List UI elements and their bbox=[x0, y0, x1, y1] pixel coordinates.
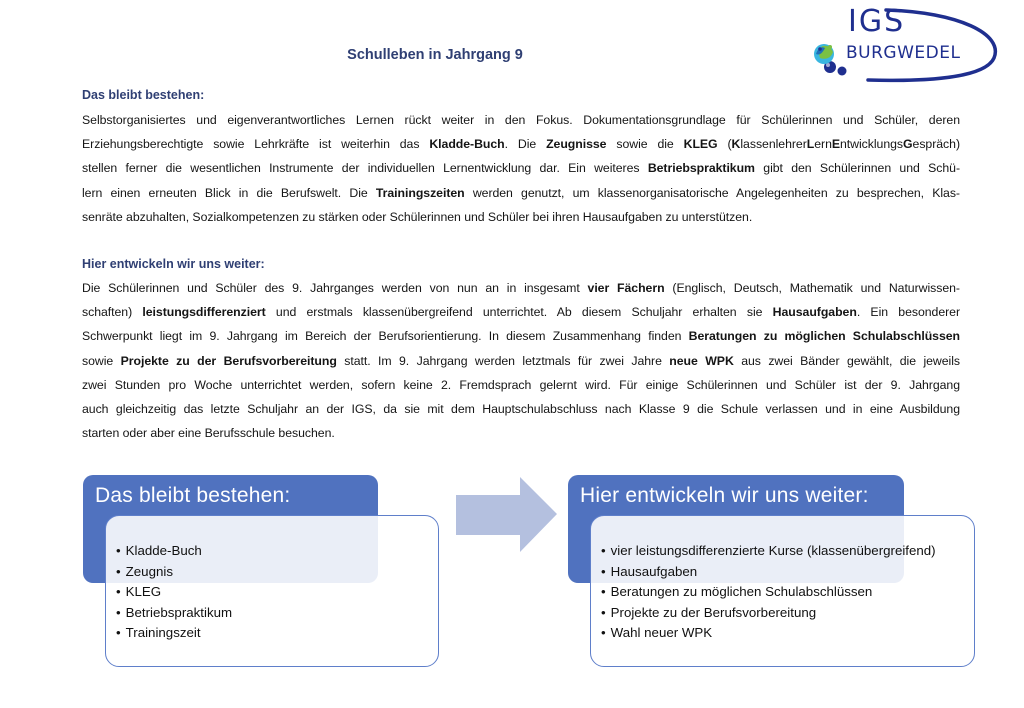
text-run: Die Schülerinnen und Schüler des 9. Jahrganges werden von nun an in insgesamt bbox=[82, 281, 588, 295]
bold-term: Hausaufgaben bbox=[772, 305, 857, 320]
right-arrow-icon bbox=[456, 477, 558, 552]
section-heading: Hier entwickeln wir uns weiter: bbox=[82, 257, 265, 271]
bold-term: KLEG bbox=[683, 137, 718, 152]
text-run: auch gleichzeitig das letzte Schuljahr an der IGS, da sie mit dem Hauptschulabschluss nach Klasse 9 die Schule verlassen und in eine Ausbildung bbox=[82, 402, 960, 417]
paragraph-line bbox=[82, 181, 960, 205]
section-develop bbox=[82, 255, 960, 445]
list-item: • Zeugnis bbox=[116, 562, 430, 583]
paragraph-line bbox=[82, 156, 960, 180]
bold-term: L bbox=[806, 137, 815, 152]
section-paragraph bbox=[82, 276, 960, 445]
page-title: Schulleben in Jahrgang 9 bbox=[347, 47, 523, 63]
text-run: Selbstorganisiertes und eigenverantwortliches Lernen rückt weiter in den Fokus. Dokumentationsgrundlage für Schülerinnen und Schüler, deren bbox=[82, 113, 960, 127]
paragraph-line bbox=[82, 349, 960, 373]
text-run: starten oder aber eine Berufsschule besuchen. bbox=[82, 426, 335, 441]
paragraph-line bbox=[82, 397, 960, 421]
text-run: aus zwei Bänder gewählt, die jeweils bbox=[733, 353, 961, 368]
diagram-left-title: Das bleibt bestehen: bbox=[95, 484, 291, 507]
bold-term: G bbox=[903, 137, 913, 152]
text-run: senräte abzuhalten, Sozialkompetenzen zu stärken oder Schülerinnen und Schüler bei ihren Hausaufgaben zu unterstützen. bbox=[82, 209, 753, 224]
text-run: . Ein besonderer bbox=[856, 305, 961, 320]
section-remains bbox=[82, 86, 960, 229]
text-run: schaften) bbox=[82, 305, 143, 320]
bold-term: vier Fächern bbox=[587, 281, 665, 295]
logo-text-burgwedel: BURGWEDEL bbox=[846, 43, 961, 63]
list-item: • Kladde-Buch bbox=[116, 541, 430, 562]
paragraph-line bbox=[82, 205, 960, 229]
diagram-right-title: Hier entwickeln wir uns weiter: bbox=[580, 484, 869, 507]
text-run: sowie die bbox=[606, 137, 684, 152]
paragraph-line bbox=[82, 373, 960, 397]
list-item: • Wahl neuer WPK bbox=[601, 623, 966, 644]
list-item: • Hausaufgaben bbox=[601, 562, 966, 583]
text-run: lassenlehrer bbox=[740, 137, 807, 152]
text-run: statt. Im 9. Jahrgang werden letztmals für zwei Jahre bbox=[336, 353, 670, 368]
list-item: • Betriebspraktikum bbox=[116, 603, 430, 624]
paragraph-line bbox=[82, 276, 960, 300]
text-run: ( bbox=[717, 137, 732, 152]
bold-term: Trainingszeiten bbox=[375, 185, 465, 200]
text-run: espräch) bbox=[912, 137, 960, 152]
text-run: Erziehungsberechtigte sowie Lehrkräfte ist weiterhin das bbox=[82, 137, 430, 152]
paragraph-line bbox=[82, 324, 960, 348]
bold-term: E bbox=[831, 137, 841, 152]
list-item: • KLEG bbox=[116, 582, 430, 603]
bold-term: Beratungen zu möglichen Schulabschlüssen bbox=[688, 329, 960, 344]
bold-term: Kladde-Buch bbox=[429, 137, 505, 152]
text-run: werden genutzt, um klassenorganisatorische Angelegenheiten zu besprechen, Klas- bbox=[464, 185, 960, 200]
bold-term: neue WPK bbox=[669, 353, 734, 368]
text-run: ern bbox=[814, 137, 832, 152]
paragraph-line bbox=[82, 421, 960, 445]
list-item: • Trainingszeit bbox=[116, 623, 430, 644]
text-run: lern einen erneuten Blick in die Berufswelt. Die bbox=[82, 185, 376, 200]
paragraph-line bbox=[82, 300, 960, 324]
paragraph-line bbox=[82, 108, 960, 132]
bold-term: Projekte zu der Berufsvorbereitung bbox=[120, 353, 337, 368]
diagram-left-list bbox=[116, 541, 430, 644]
diagram-right-list-box bbox=[590, 515, 975, 667]
bold-term: leistungsdifferenziert bbox=[142, 305, 266, 320]
paragraph-line bbox=[82, 132, 960, 156]
diagram-right-list bbox=[601, 541, 966, 644]
logo-text-igs: IGS bbox=[848, 4, 906, 39]
text-run: und erstmals klassenübergreifend unterrichtet. Ab diesem Schuljahr erhalten sie bbox=[265, 305, 773, 320]
text-run: (Englisch, Deutsch, Mathematik und Naturwissen- bbox=[664, 281, 960, 295]
list-item: • Beratungen zu möglichen Schulabschlüssen bbox=[601, 582, 966, 603]
section-paragraph bbox=[82, 108, 960, 229]
text-run: sowie bbox=[82, 353, 121, 368]
section-heading: Das bleibt bestehen: bbox=[82, 88, 205, 102]
bold-term: Betriebspraktikum bbox=[647, 161, 755, 176]
text-run: stellen ferner die wesentlichen Instrumente der individuellen Lernentwicklung dar. Ein weiteres bbox=[82, 161, 648, 176]
list-item: • vier leistungsdifferenzierte Kurse (klassenübergreifend) bbox=[601, 541, 966, 562]
diagram-left-list-box bbox=[105, 515, 439, 667]
bold-term: Zeugnisse bbox=[546, 137, 607, 152]
text-run: Schwerpunkt liegt im 9. Jahrgang im Bereich der Berufsorientierung. In diesem Zusammenhang finden bbox=[82, 329, 689, 344]
text-run: ntwicklungs bbox=[840, 137, 904, 152]
text-run: . Die bbox=[504, 137, 547, 152]
text-run: gibt den Schülerinnen und Schü- bbox=[754, 161, 960, 176]
list-item: • Projekte zu der Berufsvorbereitung bbox=[601, 603, 966, 624]
text-run: zwei Stunden pro Woche unterrichtet werden, sofern keine 2. Fremdsprach gelernt wird. Für einige Schülerinnen und Schüler ist der 9. Jahrgang bbox=[82, 377, 960, 392]
bold-term: K bbox=[731, 137, 741, 152]
